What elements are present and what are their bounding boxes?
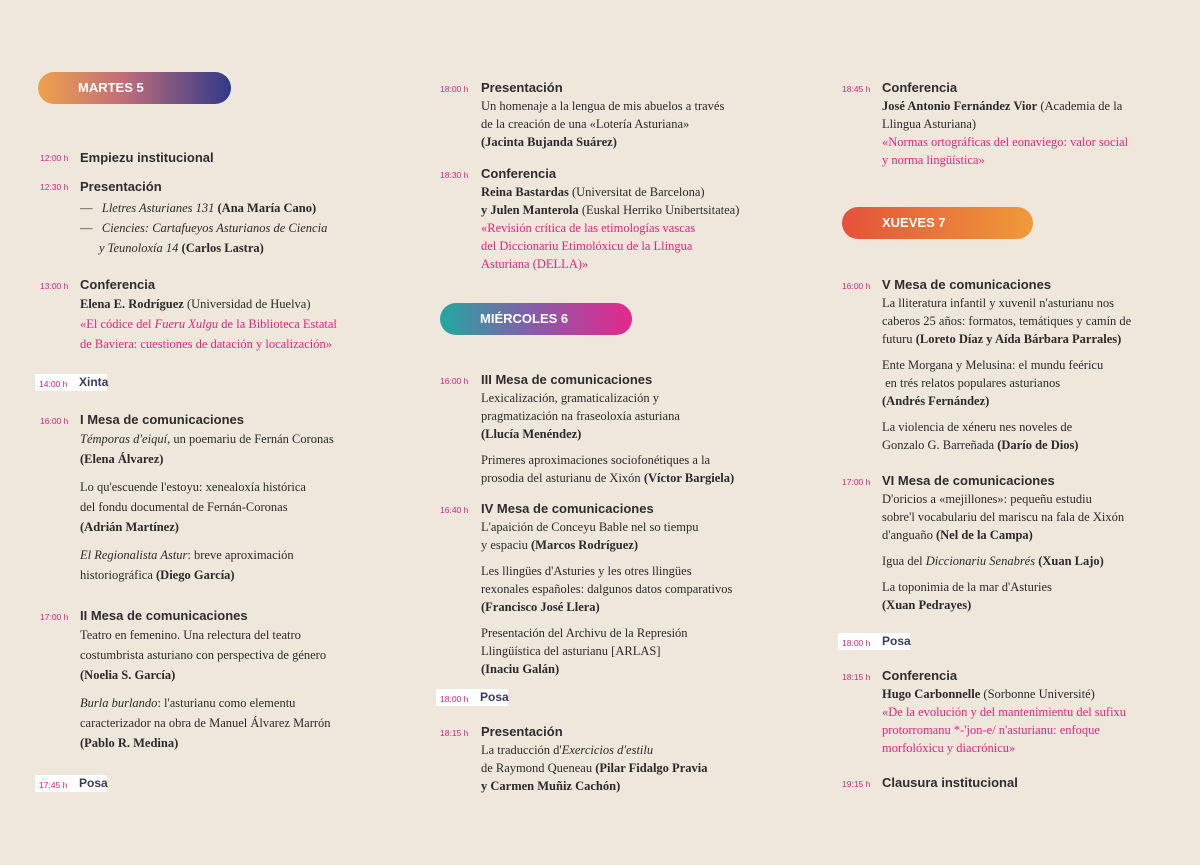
event-presentation [80,178,400,258]
event-title: Presentación [80,179,162,194]
event-title: Presentación [481,80,563,95]
event-conference: Conferencia Elena E. Rodríguez (Universidad de Huelva) «El códice del Fueru Xulgu de la Biblioteca Estatal de Baviera: cuestiones de datación y localización» [80,276,400,354]
event-inauguration [80,149,380,167]
day-label: XUEVES 7 [882,215,946,230]
event-line: — Lletres Asturianes 131 (Ana María Cano) [80,201,317,215]
day-label: MIÉRCOLES 6 [480,311,569,326]
event-time: 12:30 h [40,182,69,192]
event-time: 17:00 h [40,612,69,622]
event-time: 18:45 h [842,84,871,94]
event-title: IV Mesa de comunicaciones [481,501,654,516]
event-panel-3: III Mesa de comunicaciones Lexicalización, gramaticalización y pragmatización na fraseoloxía asturiana (Llucía Menéndez) Primeres aproximaciones sociofonétiques a la prosodia del asturianu de Xixón (Víctor Bargiela) [481,371,801,487]
break-xinta: 14:00 h Xinta [35,374,107,391]
event-panel-5: V Mesa de comunicaciones La lliteratura infantil y xuvenil n'asturianu nos caberos 25 años: formatos, temátiques y camín de futuru (Loreto Díaz y Aída Bárbara Parrales) Ente Morgana y Melusina: el mundu feéricu en trés relatos populares asturianos (Andrés Fernández) La violencia de xéneru nes noveles de Gonzalo G. Barreñada (Darío de Dios) [882,276,1182,454]
event-time: 17:00 h [842,477,871,487]
event-time: 18:15 h [440,728,469,738]
event-title: Conferencia [481,166,557,181]
event-conference: Conferencia Hugo Carbonnelle (Sorbonne Université) «De la evolución y del mantenimientu del sufixu protorromanu *-'jon-e/ n'asturianu: enfoque morfolóxicu y diacrónicu» [882,667,1182,757]
event-conference: Conferencia José Antonio Fernández Vior (Academia de la Llingua Asturiana) «Normas ortográficas del eonaviego: valor social y norma lingüística» [882,79,1182,169]
event-title: II Mesa de comunicaciones [80,608,248,623]
day-label: MARTES 5 [78,80,144,95]
event-title: Conferencia [882,668,958,683]
event-time: 16:00 h [440,376,469,386]
break-posa: 18:00 h Posa [436,689,508,706]
event-title: Conferencia [882,80,958,95]
event-title: VI Mesa de comunicaciones [882,473,1055,488]
event-time: 16:00 h [40,416,69,426]
event-time: 18:15 h [842,672,871,682]
event-line: — Ciencies: Cartafueyos Asturianos de Ciencia [80,221,328,235]
event-panel-4: IV Mesa de comunicaciones L'apaición de Conceyu Bable nel so tiempu y espaciu (Marcos Rodríguez) Les llingües d'Asturies y les otres llingües rexonales españoles: dalgunos datos comparativos (Francisco José Llera) Presentación del Archivu de la Represión Llingüística del asturianu [ARLAS] (Inaciu Galán) [481,500,801,678]
day-pill-martes [38,72,231,104]
day-pill-xueves [842,207,1033,239]
break-posa: 17:45 h Posa [35,775,107,792]
break-posa: 18:00 h Posa [838,633,910,650]
event-time: 18:30 h [440,170,469,180]
event-presentation: Presentación Un homenaje a la lengua de mis abuelos a través de la creación de una «Lotería Asturiana» (Jacinta Bujanda Suárez) [481,79,791,151]
event-time: 19:15 h [842,779,871,789]
event-conference: Conferencia Reina Bastardas (Universitat de Barcelona) y Julen Manterola (Euskal Herriko Unibertsitatea) «Revisión crítica de las etimologías vascas del Diccionariu Etimolóxicu de la Llingua Asturiana (DELLA)» [481,165,801,273]
event-time: 16:00 h [842,281,871,291]
event-presentation: Presentación La traducción d'Exercicios d'estilu de Raymond Queneau (Pilar Fidalgo Pravia y Carmen Muñiz Cachón) [481,723,801,795]
event-title: Empiezu institucional [80,150,214,165]
event-time: 16:40 h [440,505,469,515]
event-panel-2: II Mesa de comunicaciones Teatro en femenino. Una relectura del teatro costumbrista asturiano con perspectiva de género (Noelia S. García) Burla burlando: l'asturianu como elementu caracterizador na obra de Manuel Álvarez Marrón (Pablo R. Medina) [80,607,400,753]
event-title: V Mesa de comunicaciones [882,277,1052,292]
event-title: III Mesa de comunicaciones [481,372,653,387]
event-time: 18:00 h [440,84,469,94]
event-title: Presentación [481,724,563,739]
event-title: I Mesa de comunicaciones [80,412,245,427]
event-title: Clausura institucional [882,775,1018,790]
event-panel-1: I Mesa de comunicaciones Témporas d'eiquí, un poemariu de Fernán Coronas (Elena Álvarez) Lo qu'escuende l'estoyu: xenealoxía histórica del fondu documental de Fernán-Coronas (Adrián Martínez) El Regionalista Astur: breve aproximación historiográfica (Diego García) [80,411,400,585]
event-title: Conferencia [80,277,156,292]
event-line: y Teunoloxía 14 (Carlos Lastra) [99,241,264,255]
event-time: 13:00 h [40,281,69,291]
event-time: 12:00 h [40,153,69,163]
day-pill-miercoles [440,303,632,335]
event-panel-6: VI Mesa de comunicaciones D'oricios a «mejillones»: pequeñu estudiu sobre'l vocabulariu del mariscu na fala de Xixón d'anguaño (Nel de la Campa) Igua del Diccionariu Senabrés (Xuan Lajo) La toponimia de la mar d'Asturies (Xuan Pedrayes) [882,472,1182,614]
event-closing [882,774,1182,792]
